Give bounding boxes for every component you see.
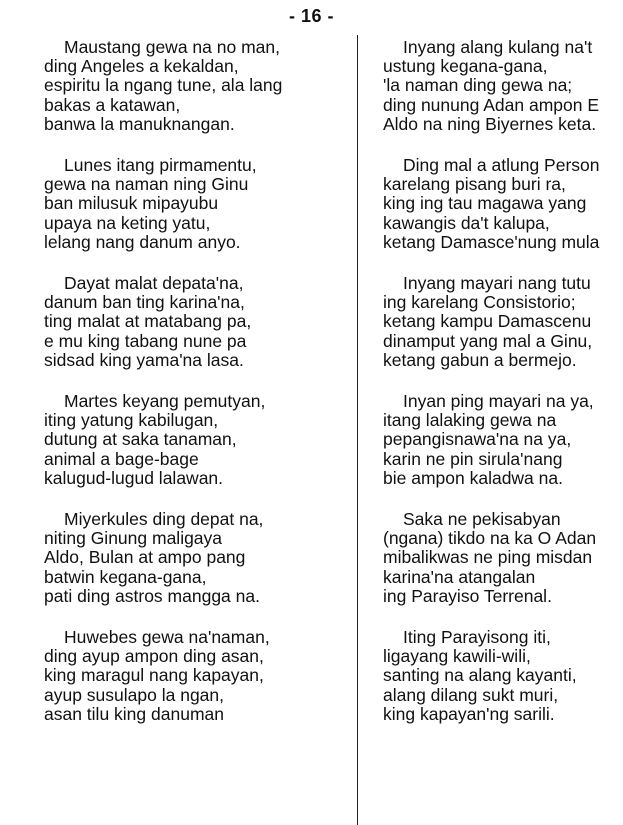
verse-line: ketang gabun a bermejo. (383, 349, 577, 370)
right-column (383, 38, 623, 746)
stanza (383, 274, 623, 370)
verse-line: ding nunung Adan ampon E (383, 94, 600, 115)
verse-line: Ding mal a atlung Person (403, 155, 600, 176)
verse-line: niting Ginung maligaya (44, 528, 223, 549)
left-column (44, 38, 344, 746)
verse-line: asan tilu king danuman (44, 703, 224, 724)
verse-line: ting malat at matabang pa, (44, 311, 252, 332)
verse-line: Inyang alang kulang na't (403, 38, 593, 57)
verse-line: Saka ne pekisabyan (403, 509, 561, 530)
verse-line: (ngana) tikdo na ka O Adan (383, 528, 597, 549)
verse-line: ligayang kawili-wili, (383, 646, 531, 667)
stanza (44, 628, 344, 724)
verse-line: karina'na atangalan (383, 566, 536, 587)
verse-line: iting yatung kabilugan, (44, 410, 219, 431)
verse-line: animal a bage-bage (44, 448, 199, 469)
verse-line: itang lalaking gewa na (383, 410, 557, 431)
verse-line: sidsad king yama'na lasa. (44, 349, 244, 370)
verse-line: Lunes itang pirmamentu, (64, 155, 257, 176)
stanza (44, 510, 344, 606)
verse-line: ing Parayiso Terrenal. (383, 585, 552, 606)
stanza (383, 392, 623, 488)
verse-line: karin ne pin sirula'nang (383, 448, 563, 469)
verse-line: Martes keyang pemutyan, (64, 391, 266, 412)
stanza (44, 38, 344, 134)
verse-line: e mu king tabang nune pa (44, 330, 247, 351)
verse-line: king kapayan'ng sarili. (383, 703, 555, 724)
verse-line: king maragul nang kapayan, (44, 665, 264, 686)
verse-line: danum ban ting karina'na, (44, 292, 245, 313)
verse-line: alang dilang sukt muri, (383, 684, 559, 705)
page-number: - 16 - (288, 6, 334, 26)
verse-line: Iting Parayisong iti, (403, 627, 551, 648)
verse-line: dinamput yang mal a Ginu, (383, 330, 593, 351)
stanza (383, 38, 623, 134)
verse-line: ding Angeles a kekaldan, (44, 56, 239, 77)
stanza (383, 628, 623, 724)
verse-line: kalugud-lugud lalawan. (44, 467, 224, 488)
verse-line: bakas a katawan, (44, 94, 181, 115)
stanza (44, 156, 344, 252)
stanza (383, 156, 623, 252)
verse-line: Inyan ping mayari na ya, (403, 391, 594, 412)
verse-line: gewa na naman ning Ginu (44, 174, 249, 195)
verse-line: Dayat malat depata'na, (64, 273, 244, 294)
verse-line: Aldo, Bulan at ampo pang (44, 547, 246, 568)
verse-line: ustung kegana-gana, (383, 56, 548, 77)
verse-line: Inyang mayari nang tutu (403, 273, 591, 294)
verse-line: Aldo na ning Biyernes keta. (383, 113, 597, 134)
verse-line: mibalikwas ne ping misdan (383, 547, 593, 568)
verse-line: ayup susulapo la ngan, (44, 684, 224, 705)
verse-line: pepangisnawa'na na ya, (383, 429, 572, 450)
verse-line: espiritu la ngang tune, ala lang (44, 75, 283, 96)
verse-line: Maustang gewa na no man, (64, 37, 280, 57)
verse-line: Miyerkules ding depat na, (64, 509, 264, 530)
verse-line: ing karelang Consistorio; (383, 292, 576, 313)
verse-line: dutung at saka tanaman, (44, 429, 237, 450)
verse-line: lelang nang danum anyo. (44, 231, 241, 252)
verse-line: santing na alang kayanti, (383, 665, 577, 686)
verse-line: king ing tau magawa yang (383, 193, 587, 214)
verse-line: batwin kegana-gana, (44, 566, 207, 587)
column-divider (357, 35, 358, 825)
verse-line: ketang kampu Damascenu (383, 311, 592, 332)
verse-line: ketang Damasce'nung mula (383, 231, 600, 252)
verse-line: Huwebes gewa na'naman, (64, 627, 270, 648)
verse-line: kawangis da't kalupa, (383, 212, 550, 233)
verse-line: 'la naman ding gewa na; (383, 75, 573, 96)
verse-line: pati ding astros mangga na. (44, 585, 260, 606)
stanza (44, 392, 344, 488)
verse-line: ban milusuk mipayubu (44, 193, 219, 214)
verse-line: ding ayup ampon ding asan, (44, 646, 264, 667)
verse-line: banwa la manuknangan. (44, 113, 235, 134)
stanza (383, 510, 623, 606)
verse-line: karelang pisang buri ra, (383, 174, 566, 195)
verse-line: bie ampon kaladwa na. (383, 467, 563, 488)
verse-line: upaya na keting yatu, (44, 212, 211, 233)
stanza (44, 274, 344, 370)
